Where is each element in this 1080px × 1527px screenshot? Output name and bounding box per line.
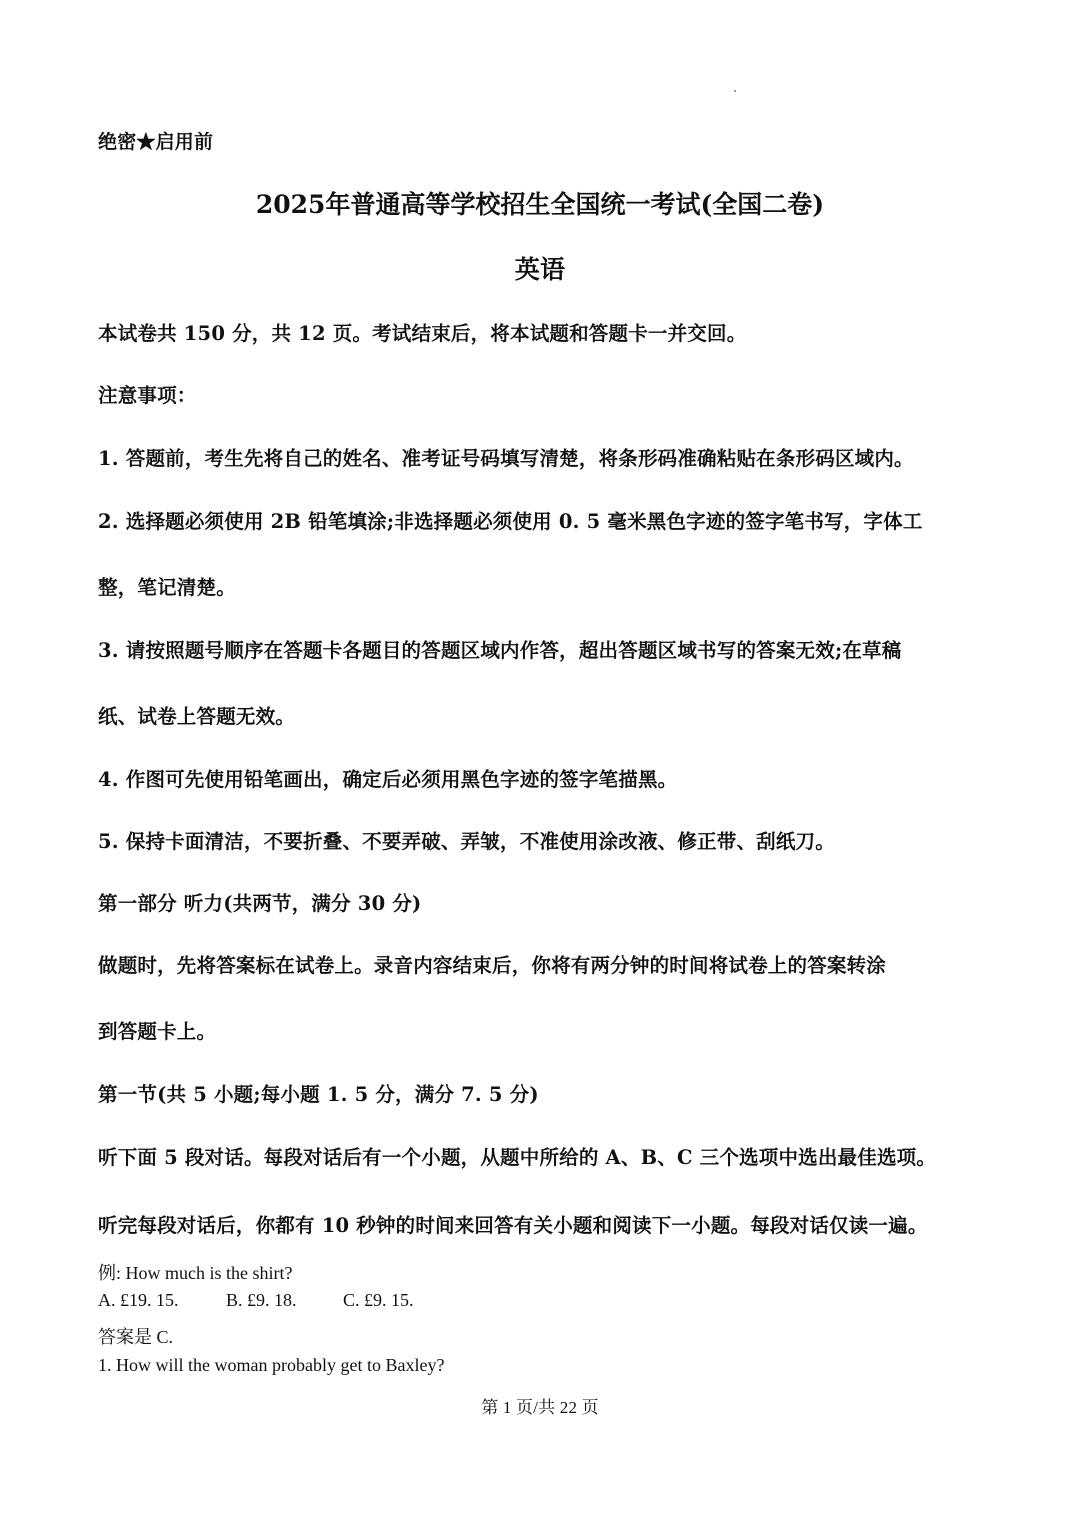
secret-label: 绝密★启用前 [98, 131, 214, 153]
part1-instructions-line-2: 到答题卡上。 [98, 1020, 217, 1043]
exam-title: 2025年普通高等学校招生全国统一考试(全国二卷) [255, 190, 825, 219]
scan-speck [734, 90, 736, 92]
example-question: 例: How much is the shirt? [98, 1263, 293, 1283]
note-item-4: 4. 作图可先使用铅笔画出，确定后必须用黑色字迹的签字笔描黑。 [98, 768, 678, 791]
note-item-1: 1. 答题前，考生先将自己的姓名、准考证号码填写清楚，将条形码准确粘贴在条形码区域内。 [98, 447, 914, 470]
note-item-2-line-1: 2. 选择题必须使用 2B 铅笔填涂;非选择题必须使用 0. 5 毫米黑色字迹的签字笔书写，字体工 [98, 510, 923, 533]
notes-heading: 注意事项： [98, 384, 197, 407]
part1-heading: 第一部分 听力(共两节，满分 30 分) [98, 892, 422, 915]
example-answer: 答案是 C. [98, 1327, 174, 1347]
subject-title: 英语 [514, 255, 566, 284]
intro-text: 本试卷共 150 分，共 12 页。考试结束后，将本试题和答题卡一并交回。 [98, 322, 747, 345]
example-option-b: B. £9. 18. [226, 1290, 297, 1310]
note-item-3-line-2: 纸、试卷上答题无效。 [98, 705, 296, 728]
example-option-c: C. £9. 15. [343, 1290, 414, 1310]
section1-instructions-line-1: 听下面 5 段对话。每段对话后有一个小题，从题中所给的 A、B、C 三个选项中选出最佳选项。 [98, 1146, 937, 1169]
example-option-a: A. £19. 15. [98, 1290, 179, 1310]
page-footer: 第 1 页/共 22 页 [481, 1398, 599, 1417]
question-1: 1. How will the woman probably get to Baxley? [98, 1355, 445, 1375]
section1-heading: 第一节(共 5 小题;每小题 1. 5 分，满分 7. 5 分) [98, 1083, 539, 1106]
part1-instructions-line-1: 做题时，先将答案标在试卷上。录音内容结束后，你将有两分钟的时间将试卷上的答案转涂 [98, 954, 887, 977]
example-options [98, 1290, 414, 1311]
section1-instructions-line-2: 听完每段对话后，你都有 10 秒钟的时间来回答有关小题和阅读下一小题。每段对话仅读一遍。 [98, 1214, 928, 1237]
note-item-5: 5. 保持卡面清洁，不要折叠、不要弄破、弄皱，不准使用涂改液、修正带、刮纸刀。 [98, 830, 835, 853]
note-item-3-line-1: 3. 请按照题号顺序在答题卡各题目的答题区域内作答，超出答题区域书写的答案无效;在草稿 [98, 639, 902, 662]
note-item-2-line-2: 整，笔记清楚。 [98, 576, 236, 599]
